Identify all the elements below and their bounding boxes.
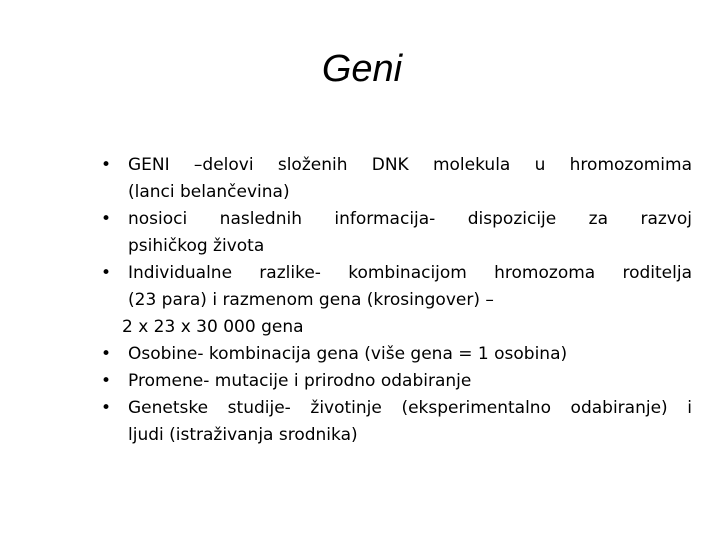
bullet-list xyxy=(98,152,692,449)
bullet-icon: • xyxy=(101,371,112,391)
bullet-icon: • xyxy=(101,209,112,229)
bullet-icon: • xyxy=(101,344,112,364)
list-item xyxy=(98,368,692,395)
list-item-line: Individualne razlike- kombinacijom hromozoma roditelja xyxy=(128,263,692,283)
list-item xyxy=(98,206,692,260)
list-item-line: Promene- mutacije i prirodno odabiranje xyxy=(128,371,472,391)
list-item-line: ljudi (istraživanja srodnika) xyxy=(128,425,358,445)
bullet-icon: • xyxy=(101,263,112,283)
list-item-line: (lanci belančevina) xyxy=(128,182,290,202)
list-item xyxy=(98,395,692,449)
slide-title: Geni xyxy=(321,48,403,90)
list-item-line: (23 para) i razmenom gena (krosingover) – xyxy=(128,290,494,310)
list-item-line: Osobine- kombinacija gena (više gena = 1 osobina) xyxy=(128,344,568,364)
list-item xyxy=(98,341,692,368)
list-item xyxy=(98,152,692,206)
list-item-line: 2 x 23 x 30 000 gena xyxy=(122,317,304,337)
list-item-line: Genetske studije- životinje (eksperimentalno odabiranje) i xyxy=(128,398,692,418)
list-item-line: psihičkog života xyxy=(128,236,265,256)
list-item-line: GENI –delovi složenih DNK molekula u hromozomima xyxy=(128,155,692,175)
list-item-line: nosioci naslednih informacija- dispozicije za razvoj xyxy=(128,209,692,229)
bullet-icon: • xyxy=(101,155,112,175)
list-item xyxy=(98,260,692,341)
bullet-icon: • xyxy=(101,398,112,418)
